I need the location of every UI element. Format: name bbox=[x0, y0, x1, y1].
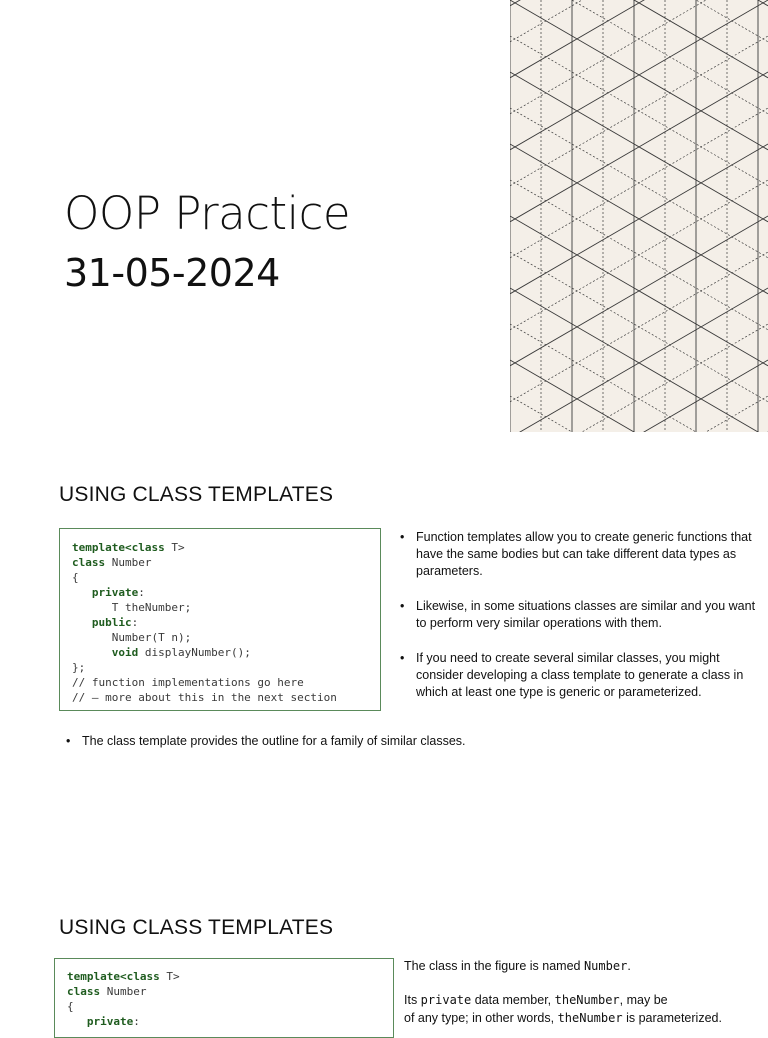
code-text bbox=[67, 1015, 87, 1028]
body-text-line: of any type; in other words, theNumber is parameterized. bbox=[404, 1011, 722, 1025]
code-line bbox=[72, 585, 380, 600]
code-text: T theNumber; bbox=[72, 601, 192, 614]
code-text bbox=[72, 616, 92, 629]
code-text: Number bbox=[100, 985, 147, 998]
footer-bullet-list bbox=[64, 733, 744, 750]
pattern-dash-line bbox=[510, 396, 768, 432]
code-text: : bbox=[138, 586, 145, 599]
body-text-line: The class in the figure is named Number. bbox=[404, 959, 631, 973]
code-line bbox=[67, 969, 393, 984]
code-text: : bbox=[133, 1015, 140, 1028]
code-line bbox=[72, 570, 380, 585]
code-keyword: template<class bbox=[67, 970, 160, 983]
pattern-dash-line bbox=[510, 0, 768, 42]
section-heading: USING CLASS TEMPLATES bbox=[59, 916, 334, 939]
geometric-pattern bbox=[510, 0, 768, 432]
code-text: : bbox=[131, 616, 139, 629]
code-listing bbox=[60, 529, 380, 705]
pattern-dash-line bbox=[510, 0, 768, 114]
code-keyword: class bbox=[67, 985, 101, 998]
code-text: }; bbox=[72, 661, 86, 674]
code-keyword: class bbox=[72, 556, 106, 569]
code-keyword: void bbox=[111, 646, 139, 659]
code-keyword: public bbox=[91, 616, 132, 629]
list-item bbox=[398, 529, 760, 580]
bullet-marker: • bbox=[400, 651, 405, 665]
code-line bbox=[72, 630, 380, 645]
code-text: // — more about this in the next section bbox=[72, 691, 337, 704]
code-line bbox=[72, 555, 380, 570]
list-item bbox=[398, 650, 760, 701]
code-text bbox=[72, 646, 112, 659]
code-text: T> bbox=[159, 970, 180, 983]
list-item: • The class template provides the outline for a family of similar classes. bbox=[66, 734, 466, 748]
code-listing bbox=[55, 959, 393, 1029]
code-line bbox=[67, 1014, 393, 1029]
code-line bbox=[72, 600, 380, 615]
bullet-list bbox=[398, 529, 760, 701]
bullet-marker: • bbox=[400, 599, 405, 613]
code-text: Number(T n); bbox=[72, 631, 192, 644]
bullet-marker: • bbox=[400, 530, 405, 544]
code-keyword: template<class bbox=[72, 541, 165, 554]
code-line bbox=[72, 645, 380, 660]
code-text: displayNumber(); bbox=[138, 646, 251, 659]
bullet-text: Likewise, in some situations classes are similar and you want to perform very similar operations with them. bbox=[416, 599, 756, 630]
pattern-dash-line bbox=[510, 0, 768, 114]
section-heading: USING CLASS TEMPLATES bbox=[59, 483, 334, 506]
inline-code: private bbox=[420, 993, 472, 1007]
inline-code: theNumber bbox=[554, 993, 620, 1007]
pattern-line bbox=[510, 360, 768, 432]
code-line bbox=[72, 690, 380, 705]
bullet-text: Function templates allow you to create generic functions that have the same bodies but can take different data types as parameters. bbox=[416, 530, 752, 578]
title-slide bbox=[0, 0, 768, 432]
code-line bbox=[67, 984, 393, 999]
inline-code: Number bbox=[583, 959, 628, 973]
code-text: Number bbox=[105, 556, 152, 569]
code-keyword: private bbox=[91, 586, 139, 599]
code-text: T> bbox=[164, 541, 185, 554]
pattern-line bbox=[510, 360, 768, 432]
pattern-dash-line bbox=[510, 0, 768, 42]
code-text: { bbox=[72, 571, 79, 584]
code-line bbox=[67, 999, 393, 1014]
code-line bbox=[72, 615, 380, 630]
code-text bbox=[72, 586, 92, 599]
decorative-pattern-panel bbox=[510, 0, 768, 432]
slide-date: 31-05-2024 bbox=[64, 251, 280, 295]
pattern-line bbox=[510, 288, 768, 432]
bullet-text: The class template provides the outline for a family of similar classes. bbox=[82, 734, 466, 748]
code-text: // function implementations go here bbox=[72, 676, 304, 689]
list-item bbox=[398, 598, 760, 632]
code-listing-box bbox=[59, 528, 381, 711]
code-keyword: private bbox=[86, 1015, 134, 1028]
code-line bbox=[72, 540, 380, 555]
pattern-dash-line bbox=[510, 396, 768, 432]
code-text: { bbox=[67, 1000, 74, 1013]
code-line bbox=[72, 675, 380, 690]
code-listing-box bbox=[54, 958, 394, 1038]
slide-title: OOP Practice bbox=[64, 187, 351, 240]
code-line bbox=[72, 660, 380, 675]
bullet-text: If you need to create several similar classes, you might consider developing a class template to generate a class in which at least one type is generic or parameterized. bbox=[416, 651, 744, 699]
pattern-line bbox=[510, 288, 768, 432]
inline-code: theNumber bbox=[557, 1011, 623, 1025]
body-text-line: Its private data member, theNumber, may be bbox=[404, 993, 668, 1007]
